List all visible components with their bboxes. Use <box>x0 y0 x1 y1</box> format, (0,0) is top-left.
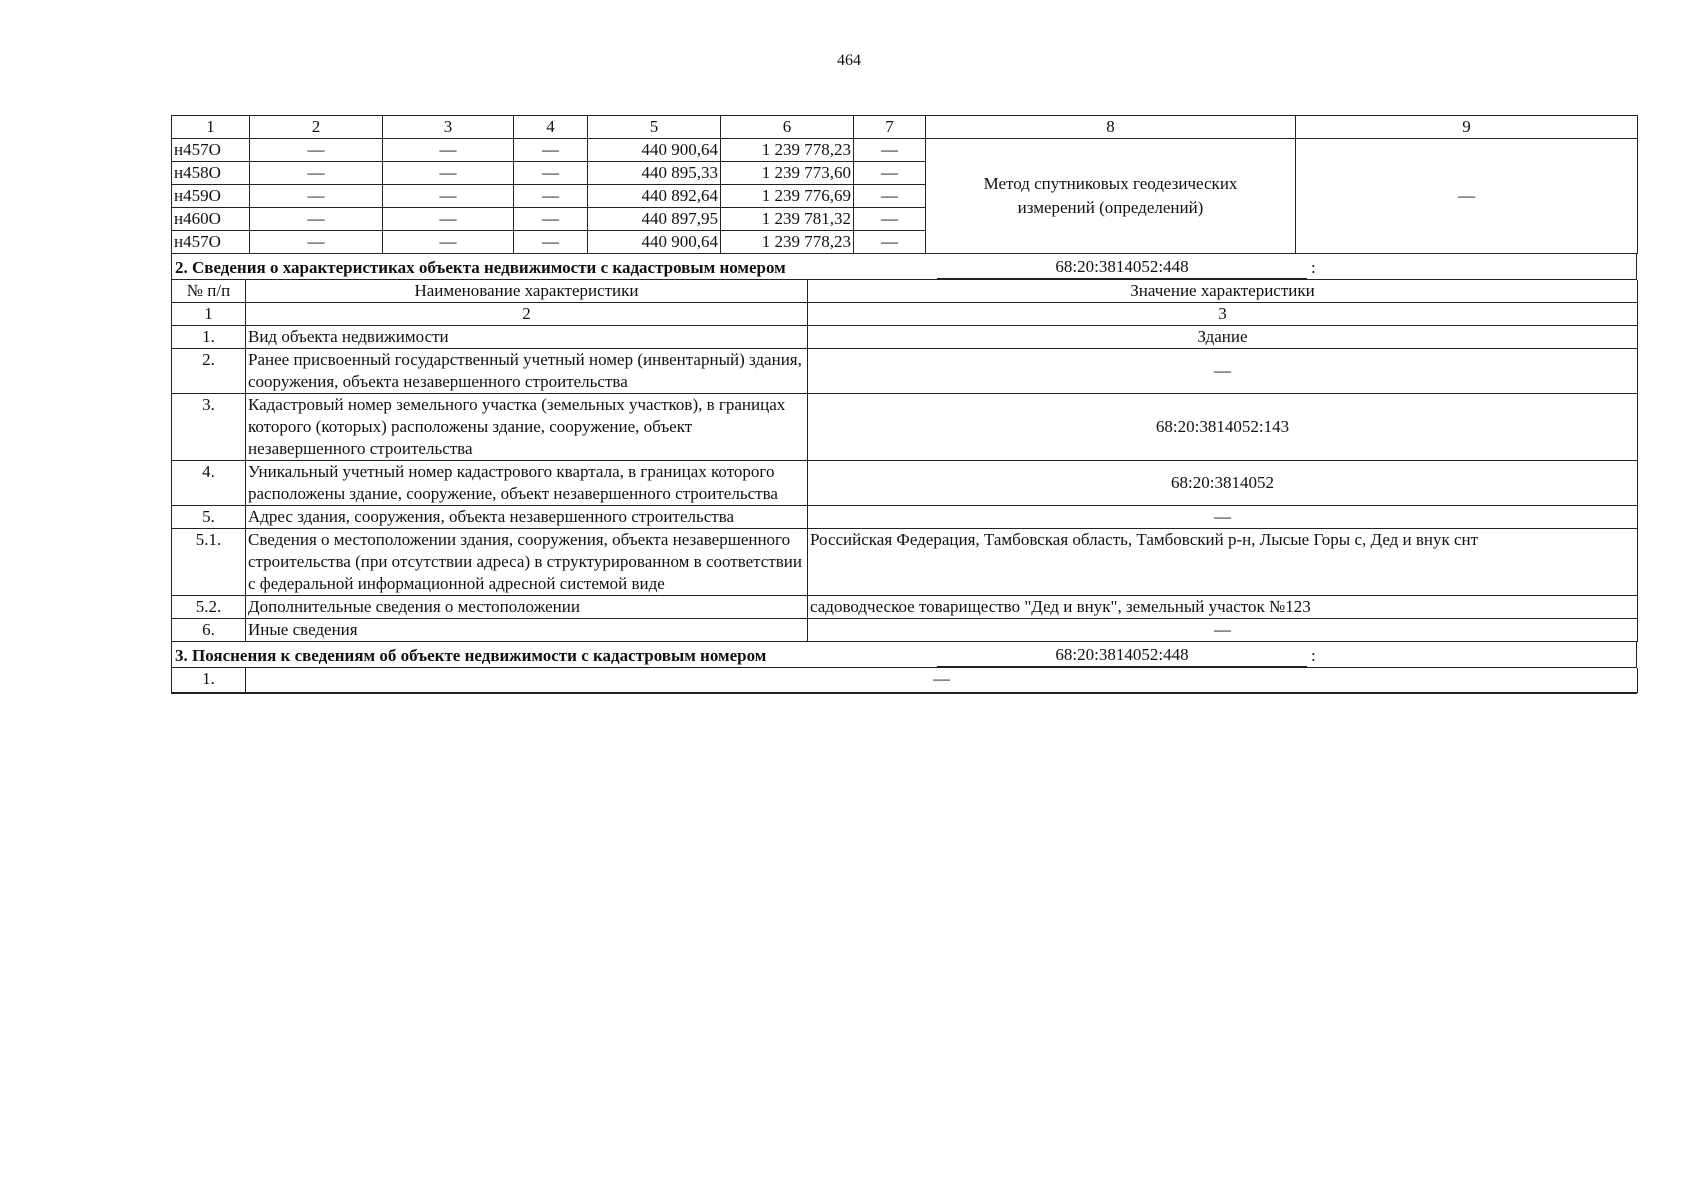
row-number: 4. <box>172 461 246 506</box>
row-number: 5. <box>172 506 246 529</box>
table-row <box>172 529 1638 596</box>
characteristic-name: Адрес здания, сооружения, объекта незавершенного строительства <box>246 506 808 529</box>
point-name: н458О <box>172 162 250 185</box>
section2-title: 2. Сведения о характеристиках объекта недвижимости с кадастровым номером <box>175 258 786 277</box>
cell: — <box>250 162 383 185</box>
cell: — <box>250 231 383 254</box>
x-coordinate: 440 900,64 <box>588 231 721 254</box>
section3-cadastral-number: 68:20:3814052:448 <box>937 644 1307 667</box>
cell: — <box>250 139 383 162</box>
characteristic-value: Здание <box>808 326 1638 349</box>
cell: — <box>854 208 926 231</box>
y-coordinate: 1 239 776,69 <box>721 185 854 208</box>
col-header-name: Наименование характеристики <box>246 280 808 303</box>
characteristic-value: — <box>808 619 1638 642</box>
characteristic-value: 68:20:3814052:143 <box>808 394 1638 461</box>
section3-title: 3. Пояснения к сведениям об объекте недвижимости с кадастровым номером <box>175 646 767 665</box>
section2-colon: : <box>1311 258 1316 277</box>
characteristic-name: Сведения о местоположении здания, сооружения, объекта незавершенного строительства (при отсутствии адреса) в структурированном в соответствии с федеральной информационной адресной системой виде <box>246 529 808 596</box>
row-number: 6. <box>172 619 246 642</box>
cell: — <box>514 208 588 231</box>
section2-cadastral-number: 68:20:3814052:448 <box>937 256 1307 279</box>
col-header: 2 <box>250 116 383 139</box>
cell: — <box>854 231 926 254</box>
cell: — <box>383 162 514 185</box>
characteristic-name: Вид объекта недвижимости <box>246 326 808 349</box>
characteristic-name: Ранее присвоенный государственный учетный номер (инвентарный) здания, сооружения, объекта незавершенного строительства <box>246 349 808 394</box>
col-header: 8 <box>926 116 1296 139</box>
characteristic-name: Уникальный учетный номер кадастрового квартала, в границах которого расположены здание, сооружение, объект незавершенного строительства <box>246 461 808 506</box>
y-coordinate: 1 239 778,23 <box>721 139 854 162</box>
col-header-num: № п/п <box>172 280 246 303</box>
characteristics-table <box>171 280 1638 642</box>
table-row <box>172 139 1638 162</box>
cell: — <box>383 139 514 162</box>
section3-heading <box>171 642 1637 668</box>
cell: — <box>854 185 926 208</box>
table-row <box>172 668 1638 693</box>
characteristic-name: Дополнительные сведения о местоположении <box>246 596 808 619</box>
table-row <box>172 394 1638 461</box>
cell: — <box>383 185 514 208</box>
y-coordinate: 1 239 778,23 <box>721 231 854 254</box>
y-coordinate: 1 239 781,32 <box>721 208 854 231</box>
col-header-value: Значение характеристики <box>808 280 1638 303</box>
point-name: н457О <box>172 231 250 254</box>
col-header: 5 <box>588 116 721 139</box>
y-coordinate: 1 239 773,60 <box>721 162 854 185</box>
row-number: 1. <box>172 326 246 349</box>
row-number: 2. <box>172 349 246 394</box>
point-name: н459О <box>172 185 250 208</box>
col-header: 7 <box>854 116 926 139</box>
characteristic-value: 68:20:3814052 <box>808 461 1638 506</box>
characteristic-value: — <box>808 349 1638 394</box>
point-name: н460О <box>172 208 250 231</box>
x-coordinate: 440 897,95 <box>588 208 721 231</box>
characteristic-value: садоводческое товарищество "Дед и внук", земельный участок №123 <box>808 596 1638 619</box>
section3-colon: : <box>1311 646 1316 665</box>
row-number: 5.2. <box>172 596 246 619</box>
document-body <box>171 115 1637 697</box>
col9-cell: — <box>1296 139 1638 254</box>
col-header: 3 <box>383 116 514 139</box>
cell: — <box>854 162 926 185</box>
table-row <box>172 506 1638 529</box>
col-number: 1 <box>172 303 246 326</box>
characteristics-header-row <box>172 280 1638 303</box>
col-header: 9 <box>1296 116 1638 139</box>
explanation-value: — <box>246 668 1638 693</box>
row-number: 3. <box>172 394 246 461</box>
table-row <box>172 619 1638 642</box>
characteristic-value: — <box>808 506 1638 529</box>
coordinates-table <box>171 115 1638 254</box>
table-row <box>172 461 1638 506</box>
page-number: 464 <box>837 52 861 69</box>
characteristic-name: Кадастровый номер земельного участка (земельных участков), в границах которого (которых) расположены здание, сооружение, объект незавершенного строительства <box>246 394 808 461</box>
cell: — <box>250 185 383 208</box>
col-number: 2 <box>246 303 808 326</box>
col-header: 6 <box>721 116 854 139</box>
row-number: 5.1. <box>172 529 246 596</box>
cell: — <box>514 139 588 162</box>
x-coordinate: 440 892,64 <box>588 185 721 208</box>
table-row <box>172 596 1638 619</box>
section2-heading <box>171 254 1637 280</box>
col-header: 4 <box>514 116 588 139</box>
cell: — <box>514 231 588 254</box>
row-number: 1. <box>172 668 246 693</box>
x-coordinate: 440 900,64 <box>588 139 721 162</box>
cell: — <box>383 208 514 231</box>
characteristic-value: Российская Федерация, Тамбовская область, Тамбовский р-н, Лысые Горы с, Дед и внук снт <box>808 529 1638 596</box>
characteristic-name: Иные сведения <box>246 619 808 642</box>
coordinates-header-row <box>172 116 1638 139</box>
cell: — <box>514 162 588 185</box>
method-cell: Метод спутниковых геодезических измерений (определений) <box>926 139 1296 254</box>
explanations-table <box>171 668 1638 693</box>
table-bottom-border <box>171 693 1637 697</box>
x-coordinate: 440 895,33 <box>588 162 721 185</box>
characteristics-numbering-row <box>172 303 1638 326</box>
cell: — <box>854 139 926 162</box>
cell: — <box>514 185 588 208</box>
table-row <box>172 326 1638 349</box>
table-row <box>172 349 1638 394</box>
col-number: 3 <box>808 303 1638 326</box>
cell: — <box>383 231 514 254</box>
col-header: 1 <box>172 116 250 139</box>
point-name: н457О <box>172 139 250 162</box>
cell: — <box>250 208 383 231</box>
